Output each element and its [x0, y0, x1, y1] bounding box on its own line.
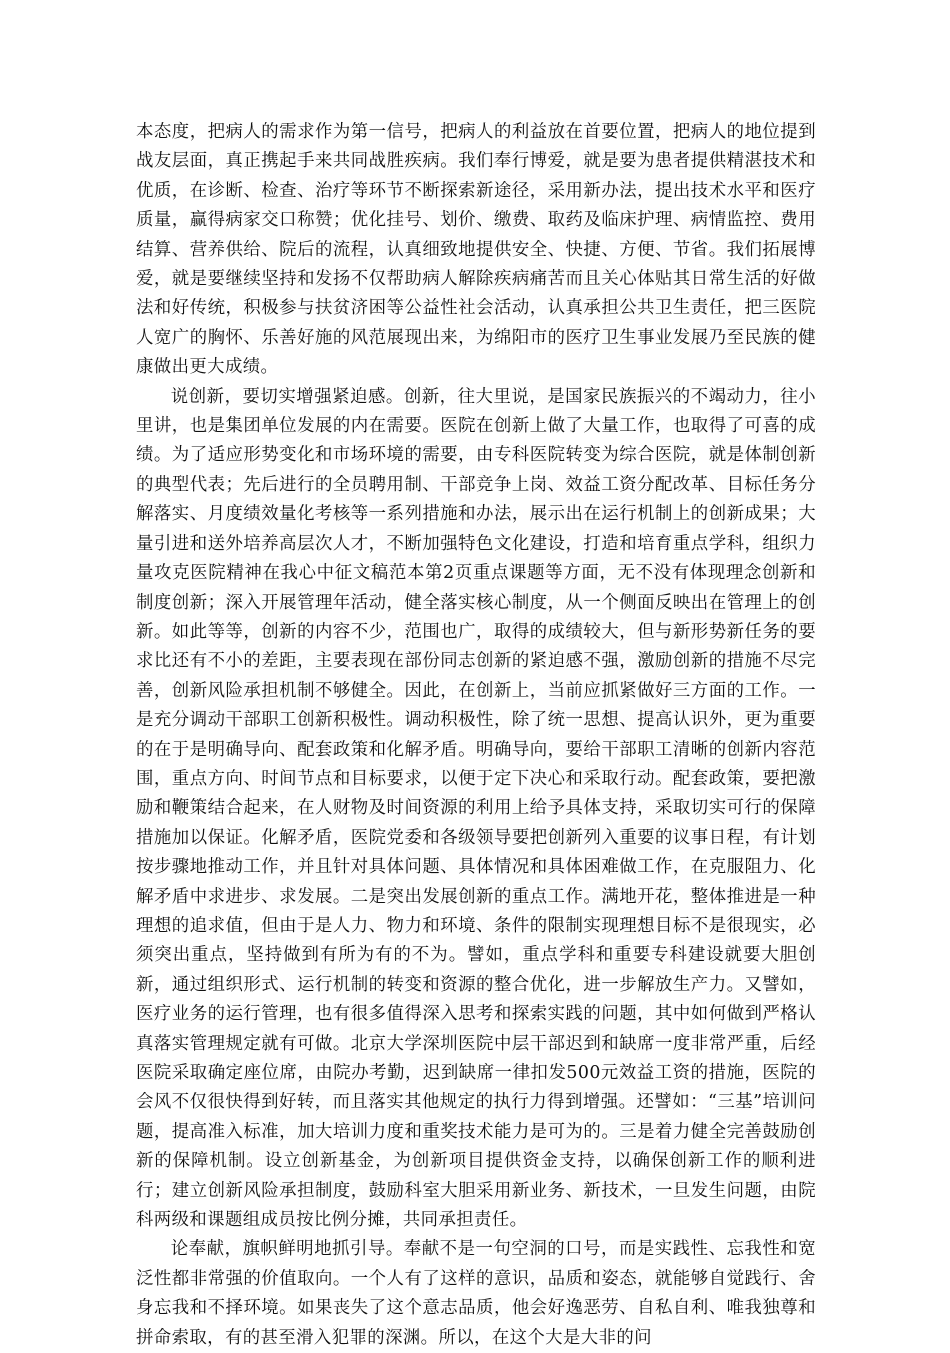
paragraph-innovation: 说创新，要切实增强紧迫感。创新，往大里说，是国家民族振兴的不竭动力，往小里讲，也是集团单位发展的内在需要。医院在创新上做了大量工作，也取得了可喜的成绩。为了适应形势变化和市场环境的需要，由专科医院转变为综合医院，就是体制创新的典型代表；先后进行的全员聘用制、干部竞争上岗、效益工资分配改革、目标任务分解落实、月度绩效量化考核等一系列措施和办法，展示出在运行机制上的创新成果；大量引进和送外培养高层次人才，不断加强特色文化建设，打造和培育重点学科，组织力量攻克医院精神在我心中征文稿范本第2页重点课题等方面，无不没有体现理念创新和制度创新；深入开展管理年活动，健全落实核心制度，从一个侧面反映出在管理上的创新。如此等等，创新的内容不少，范围也广，取得的成绩较大，但与新形势新任务的要求比还有不小的差距，主要表现在部份同志创新的紧迫感不强，激励创新的措施不尽完善，创新风险承担机制不够健全。因此，在创新上，当前应抓紧做好三方面的工作。一是充分调动干部职工创新积极性。调动积极性，除了统一思想、提高认识外，更为重要的在于是明确导向、配套政策和化解矛盾。明确导向，要给干部职工清晰的创新内容范围，重点方向、时间节点和目标要求，以便于定下决心和采取行动。配套政策，要把激励和鞭策结合起来，在人财物及时间资源的利用上给予具体支持，采取切实可行的保障措施加以保证。化解矛盾，医院党委和各级领导要把创新列入重要的议事日程，有计划按步骤地推动工作，并且针对具体问题、具体情况和具体困难做工作，在克服阻力、化解矛盾中求进步、求发展。二是突出发展创新的重点工作。满地开花，整体推进是一种理想的追求值，但由于是人力、物力和环境、条件的限制实现理想目标不是很现实，必须突出重点，坚持做到有所为有的不为。譬如，重点学科和重要专科建设就要大胆创新，通过组织形式、运行机制的转变和资源的整合优化，进一步解放生产力。又譬如，医疗业务的运行管理，也有很多值得深入思考和探索实践的问题，其中如何做到严格认真落实管理规定就有可做。北京大学深圳医院中层干部迟到和缺席一度非常严重，后经医院采取确定座位席，由院办考勤，迟到缺席一律扣发500元效益工资的措施，医院的会风不仅很快得到好转，而且落实其他规定的执行力得到增强。还譬如：“三基”培训问题，提高准入标准，加大培训力度和重奖技术能力是可为的。三是着力健全完善鼓励创新的保障机制。设立创新基金，为创新项目提供资金支持，以确保创新工作的顺利进行；建立创新风险承担制度，鼓励科室大胆采用新业务、新技术，一旦发生问题，由院科两级和课题组成员按比例分摊，共同承担责任。 — [136, 386, 816, 1231]
paragraph-patient-care: 本态度，把病人的需求作为第一信号，把病人的利益放在首要位置，把病人的地位提到战友层面，真正携起手来共同战胜疾病。我们奉行博爱，就是要为患者提供精湛技术和优质，在诊断、检查、治疗等环节不断探索新途径，采用新办法，提出技术水平和医疗质量，赢得病家交口称赞；优化挂号、划价、缴费、取药及临床护理、病情监控、费用结算、营养供给、院后的流程，认真细致地提供安全、快捷、方便、节省。我们拓展博爱，就是要继续坚持和发扬不仅帮助病人解除疾病痛苦而且关心体贴其日常生活的好做法和好传统，积极参与扶贫济困等公益性社会活动，认真承担公共卫生责任，把三医院人宽广的胸怀、乐善好施的风范展现出来，为绵阳市的医疗卫生事业发展乃至民族的健康做出更大成绩。 — [136, 122, 816, 378]
document-body — [136, 118, 816, 1353]
paragraph-dedication: 论奉献，旗帜鲜明地抓引导。奉献不是一句空洞的口号，而是实践性、忘我性和宽泛性都非常强的价值取向。一个人有了这样的意识，品质和姿态，就能够自觉践行、舍身忘我和不择环境。如果丧失了这个意志品质，他会好逸恶劳、自私自利、唯我独尊和拼命索取，有的甚至滑入犯罪的深渊。所以，在这个大是大非的问 — [136, 1239, 816, 1348]
